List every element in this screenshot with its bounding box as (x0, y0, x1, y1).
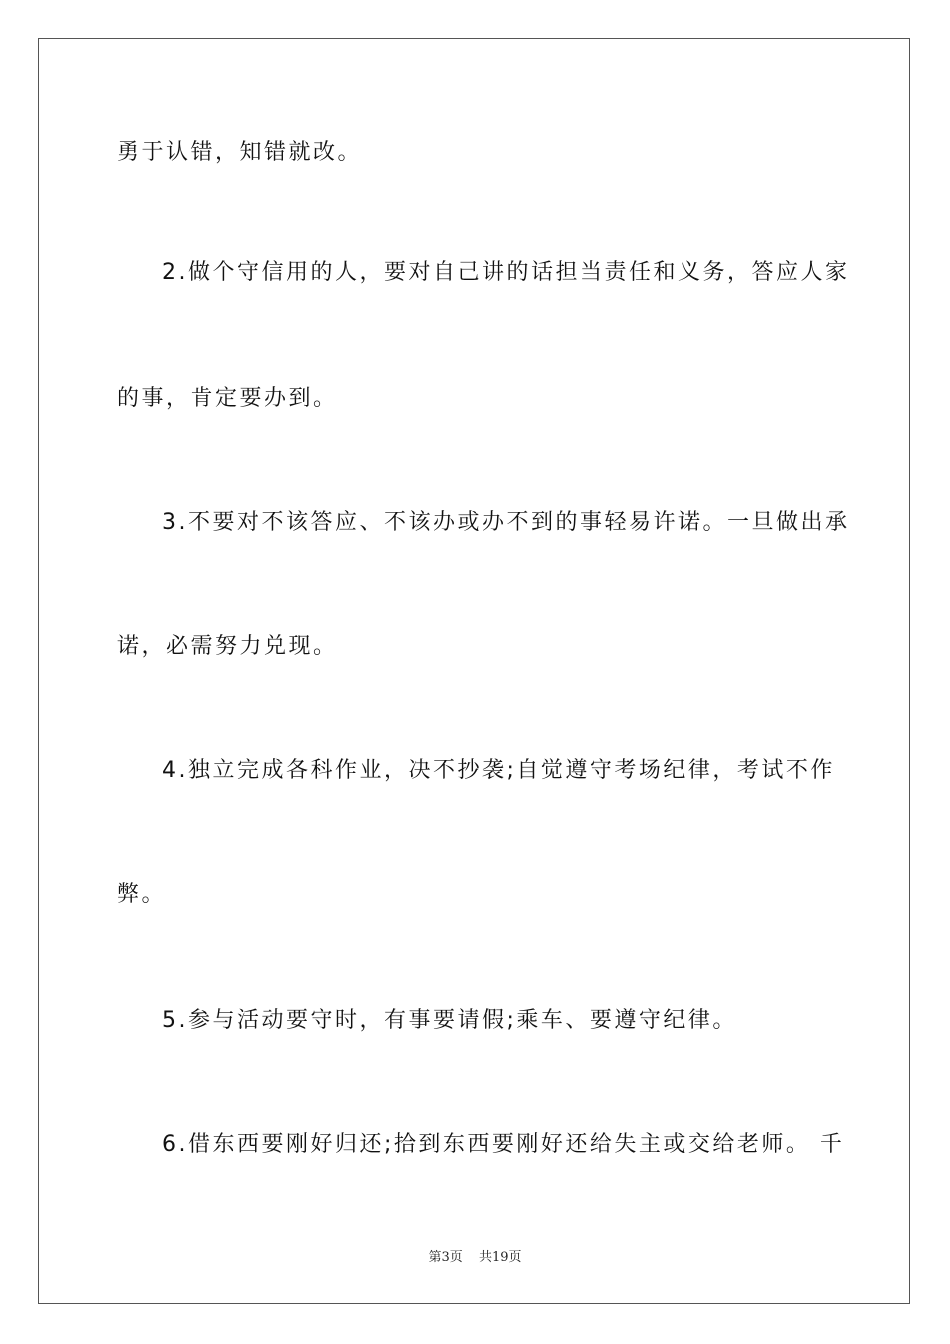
text-line: 勇于认错，知错就改。 (117, 140, 363, 165)
page-total: 共19页 (478, 1250, 522, 1265)
text-line: 5.参与活动要守时，有事要请假;乘车、要遵守纪律。 (162, 1008, 737, 1033)
text-line: 的事，肯定要办到。 (117, 386, 338, 411)
text-line: 4.独立完成各科作业，决不抄袭;自觉遵守考场纪律，考试不作 (162, 758, 835, 783)
text-line: 6.借东西要刚好归还;拾到东西要刚好还给失主或交给老师。 千 (162, 1132, 845, 1157)
text-line: 2.做个守信用的人，要对自己讲的话担当责任和义务，答应人家 (162, 260, 850, 285)
page-border (38, 38, 910, 1304)
page-number: 第3页 (428, 1250, 463, 1265)
text-line: 弊。 (117, 882, 167, 907)
text-line: 3.不要对不该答应、不该办或办不到的事轻易许诺。一旦做出承 (162, 510, 850, 535)
page-footer (0, 1246, 950, 1265)
text-line: 诺，必需努力兑现。 (117, 634, 338, 659)
